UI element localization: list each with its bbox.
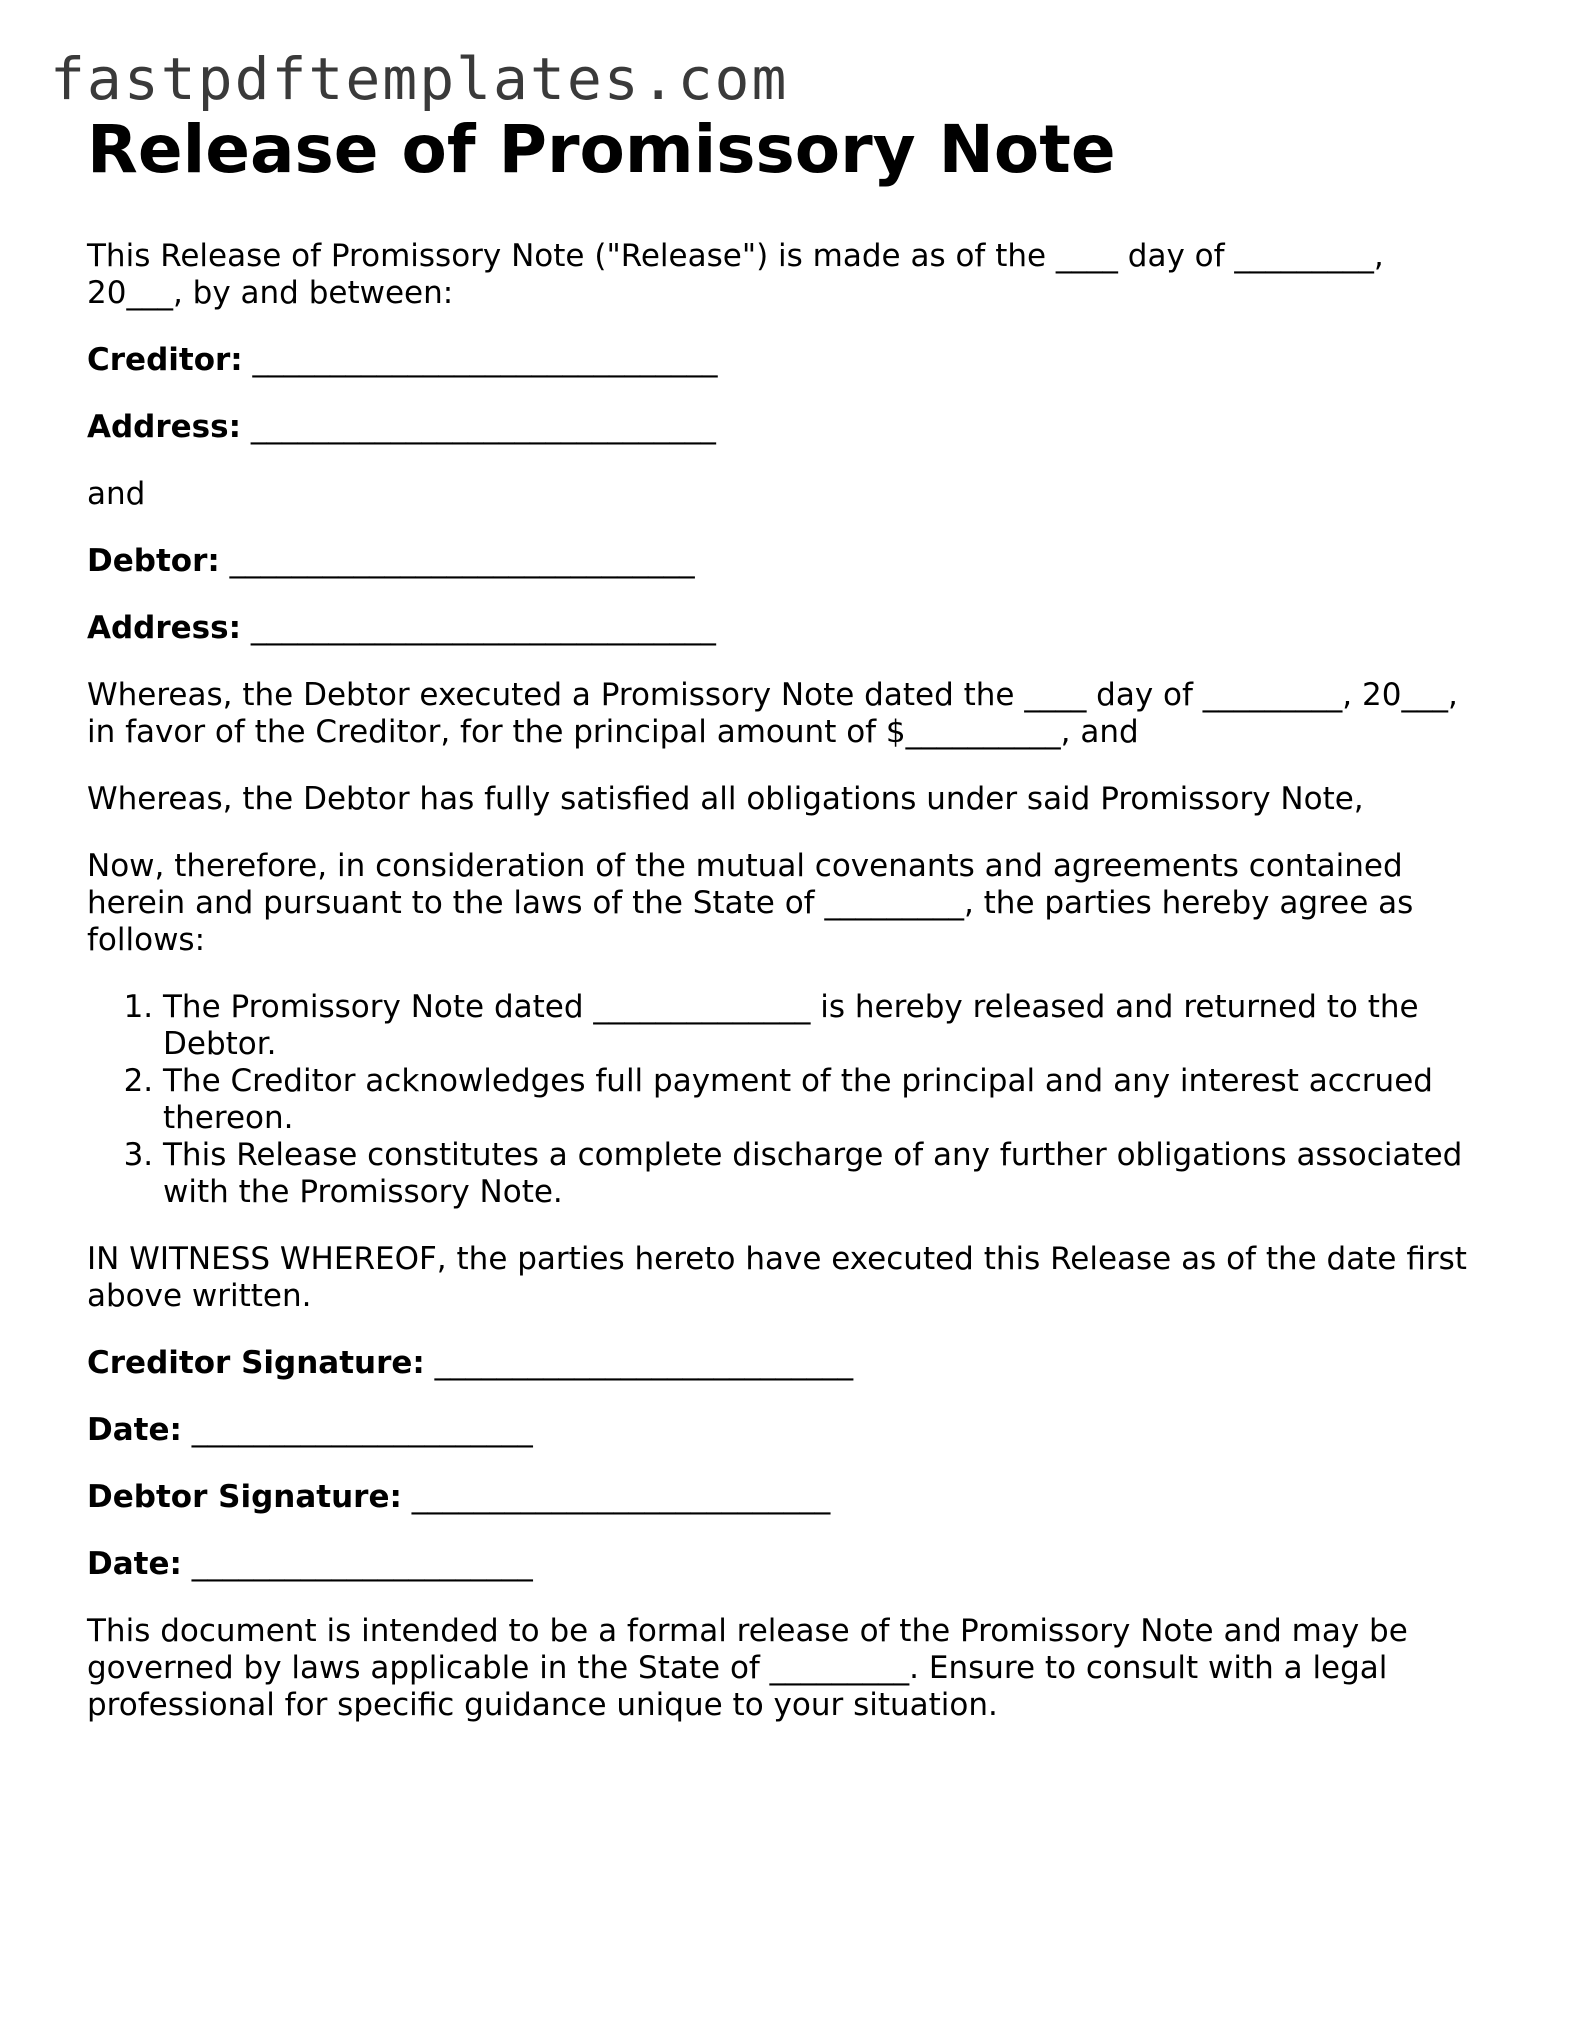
creditor-address-field	[87, 409, 1487, 446]
whereas-paragraph-2: Whereas, the Debtor has fully satisfied all obligations under said Promissory Note,	[87, 781, 1364, 817]
creditor-signature-label: Creditor Signature:	[87, 1345, 425, 1381]
page-title: Release of Promissory Note	[87, 111, 1116, 188]
intro-paragraph: This Release of Promissory Note ("Release") is made as of the ____ day of _________, 20___, by and between:	[87, 238, 1384, 311]
term-item-2: 2. The Creditor acknowledges full payment of the principal and any interest accrued thereon.	[163, 1063, 1487, 1137]
terms-list	[87, 989, 1487, 1211]
creditor-date-blank[interactable]: ______________________	[191, 1412, 533, 1448]
debtor-signature-field	[87, 1479, 1487, 1516]
debtor-signature-blank[interactable]: ___________________________	[411, 1479, 831, 1515]
whereas-paragraph-1: Whereas, the Debtor executed a Promissory Note dated the ____ day of _________, 20___, in favor of the Creditor, for the principal amount of $__________, and	[87, 677, 1458, 750]
term-item-3: 3. This Release constitutes a complete discharge of any further obligations associated with the Promissory Note.	[163, 1137, 1487, 1211]
creditor-date-field	[87, 1412, 1487, 1449]
debtor-address-field	[87, 610, 1487, 647]
debtor-label: Debtor:	[87, 543, 220, 579]
now-therefore-paragraph: Now, therefore, in consideration of the mutual covenants and agreements contained herein and pursuant to the laws of the State of _________, the parties hereby agree as follows:	[87, 848, 1414, 958]
debtor-field	[87, 543, 1487, 580]
debtor-signature-label: Debtor Signature:	[87, 1479, 402, 1515]
and-text: and	[87, 476, 146, 512]
creditor-date-label: Date:	[87, 1412, 182, 1448]
witness-paragraph: IN WITNESS WHEREOF, the parties hereto have executed this Release as of the date first above written.	[87, 1241, 1467, 1314]
term-item-1: 1. The Promissory Note dated ______________ is hereby released and returned to the Debtor.	[163, 989, 1487, 1063]
footer-paragraph: This document is intended to be a formal release of the Promissory Note and may be governed by laws applicable in the State of _________. Ensure to consult with a legal professional for specific guidance unique to your situation.	[87, 1613, 1408, 1723]
document	[87, 110, 1487, 1754]
debtor-date-blank[interactable]: ______________________	[191, 1546, 533, 1582]
creditor-field	[87, 342, 1487, 379]
creditor-signature-blank[interactable]: ___________________________	[434, 1345, 854, 1381]
creditor-label: Creditor:	[87, 342, 243, 378]
debtor-address-label: Address:	[87, 610, 241, 646]
debtor-date-label: Date:	[87, 1546, 182, 1582]
debtor-date-field	[87, 1546, 1487, 1583]
watermark: fastpdftemplates.com	[50, 45, 789, 113]
creditor-address-blank[interactable]: ______________________________	[250, 409, 716, 445]
debtor-address-blank[interactable]: ______________________________	[250, 610, 716, 646]
creditor-blank[interactable]: ______________________________	[252, 342, 718, 378]
debtor-blank[interactable]: ______________________________	[229, 543, 695, 579]
creditor-signature-field	[87, 1345, 1487, 1382]
creditor-address-label: Address:	[87, 409, 241, 445]
